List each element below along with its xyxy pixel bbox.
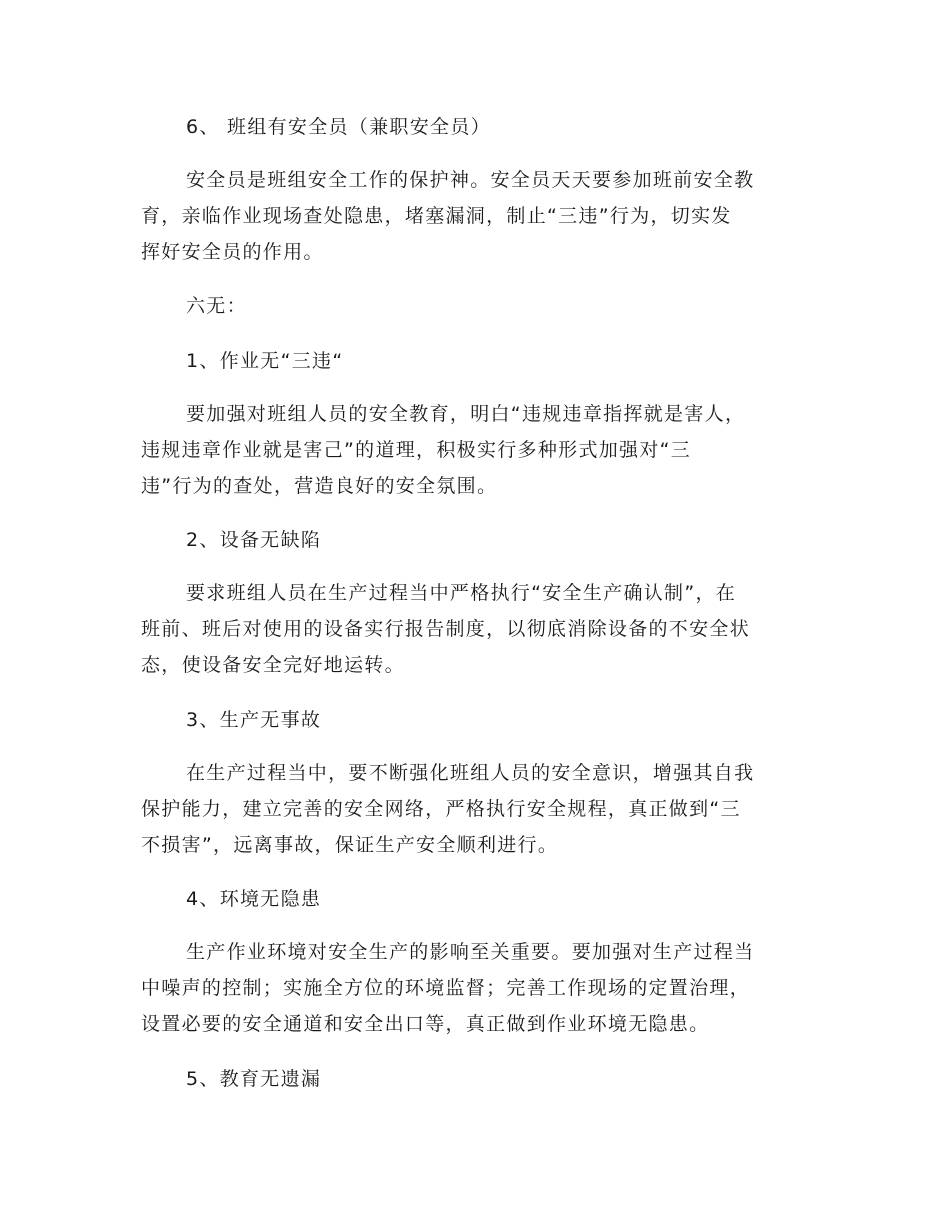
- text-line: 安全员是班组安全工作的保护神。安全员天天要参加班前安全教: [186, 169, 755, 191]
- text-line: 2、设备无缺陷: [186, 529, 322, 551]
- heading-no-education-gaps: [186, 1061, 801, 1097]
- text-line: 育，亲临作业现场查处隐患，堵塞漏洞，制止“三违”行为，切实发: [141, 205, 732, 227]
- heading-safety-officer: [186, 109, 801, 145]
- paragraph-no-hazards: [141, 934, 801, 1042]
- heading-no-hazards: [186, 881, 801, 917]
- text-line: 违规违章作业就是害己”的道理，积极实行多种形式加强对“三: [141, 439, 692, 461]
- text-line: 要求班组人员在生产过程当中严格执行“安全生产确认制”，在: [186, 582, 737, 604]
- text-line: 态，使设备安全完好地运转。: [141, 654, 405, 676]
- text-line: 4、环境无隐患: [186, 888, 322, 910]
- heading-six-nos: [186, 288, 801, 324]
- text-line: 违”行为的查处，营造良好的安全氛围。: [141, 475, 498, 497]
- text-line: 设置必要的安全通道和安全出口等，真正做到作业环境无隐患。: [141, 1013, 710, 1035]
- text-line: 5、教育无遗漏: [186, 1068, 322, 1090]
- text-line: 6、 班组有安全员（兼职安全员）: [186, 116, 491, 138]
- heading-no-accidents: [186, 702, 801, 738]
- heading-no-violations: [186, 343, 801, 379]
- text-line: 中噪声的控制；实施全方位的环境监督；完善工作现场的定置治理，: [141, 977, 751, 999]
- text-line: 六无：: [186, 295, 247, 317]
- text-line: 保护能力，建立完善的安全网络，严格执行安全规程，真正做到“三: [141, 798, 741, 820]
- text-line: 生产作业环境对安全生产的影响至关重要。要加强对生产过程当: [186, 941, 755, 963]
- text-line: 挥好安全员的作用。: [141, 241, 324, 263]
- text-line: 要加强对班组人员的安全教育，明白“违规违章指挥就是害人，: [186, 403, 746, 425]
- text-line: 在生产过程当中，要不断强化班组人员的安全意识，增强其自我: [186, 762, 755, 784]
- text-line: 不损害”，远离事故，保证生产安全顺利进行。: [141, 834, 559, 856]
- heading-no-equipment-defects: [186, 522, 801, 558]
- paragraph-no-equipment-defects: [141, 575, 801, 683]
- paragraph-no-accidents: [141, 755, 801, 863]
- text-line: 1、作业无“三违“: [186, 350, 344, 372]
- text-line: 班前、班后对使用的设备实行报告制度，以彻底消除设备的不安全状: [141, 618, 751, 640]
- paragraph-safety-officer: [141, 162, 801, 270]
- paragraph-no-violations: [141, 396, 801, 504]
- text-line: 3、生产无事故: [186, 709, 322, 731]
